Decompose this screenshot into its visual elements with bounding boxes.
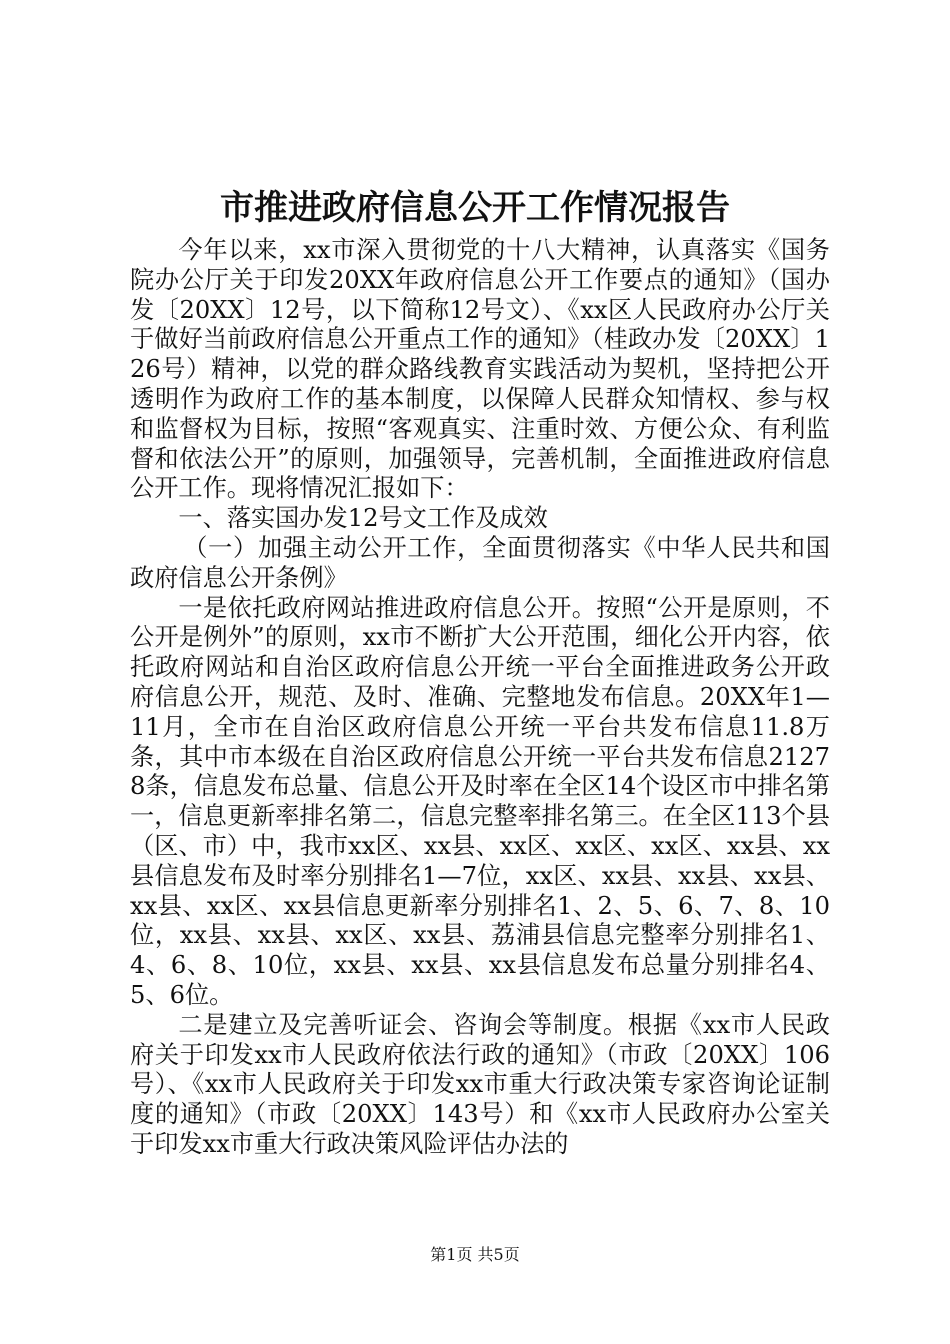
section-heading: 一、落实国办发12号文工作及成效 [178, 504, 548, 533]
paragraph-intro: 今年以来，xx市深入贯彻党的十八大精神，认真落实《国务院办公厅关于印发20XX年政府信息公开工作要点的通知》（国办发〔20XX〕12号，以下简称12号文）、《xx区人民政府办公厅关于做好当前政府信息公开重点工作的通知》（桂政办发〔20XX〕126号）精神，以党的群众路线教育实践活动为契机，坚持把公开透明作为政府工作的基本制度，以保障人民群众知情权、参与权和监督权为目标，按照“客观真实、注重时效、方便公众、有利监督和依法公开”的原则，加强领导，完善机制，全面推进政府信息公开工作。现将情况汇报如下： [130, 236, 830, 503]
page-footer: 第1页 共5页 [430, 1245, 520, 1264]
paragraph-item-2: 二是建立及完善听证会、咨询会等制度。根据《xx市人民政府关于印发xx市人民政府依法行政的通知》（市政〔20XX〕106号）、《xx市人民政府关于印发xx市重大行政决策专家咨询论证制度的通知》（市政〔20XX〕143号）和《xx市人民政府办公室关于印发xx市重大行政决策风险评估办法的 [130, 1010, 830, 1158]
paragraph-item-1: 一是依托政府网站推进政府信息公开。按照“公开是原则，不公开是例外”的原则，xx市不断扩大公开范围，细化公开内容，依托政府网站和自治区政府信息公开统一平台全面推进政务公开政府信息公开，规范、及时、准确、完整地发布信息。20XX年1—11月，全市在自治区政府信息公开统一平台共发布信息11.8万条，其中市本级在自治区政府信息公开统一平台共发布信息21278条，信息发布总量、信息公开及时率在全区14个设区市中排名第一，信息更新率排名第二，信息完整率排名第三。在全区113个县（区、市）中，我市xx区、xx县、xx区、xx区、xx区、xx县、xx县信息发布及时率分别排名1—7位，xx区、xx县、xx县、xx县、xx县、xx区、xx县信息更新率分别排名1、2、5、6、7、8、10位，xx县、xx县、xx区、xx县、荔浦县信息完整率分别排名1、4、6、8、10位，xx县、xx县、xx县信息发布总量分别排名4、5、6位。 [130, 593, 830, 1009]
subsection-heading: （一）加强主动公开工作，全面贯彻落实《中华人民共和国政府信息公开条例》 [130, 533, 830, 592]
document-body [130, 236, 830, 1160]
document-title: 市推进政府信息公开工作情况报告 [220, 188, 730, 228]
